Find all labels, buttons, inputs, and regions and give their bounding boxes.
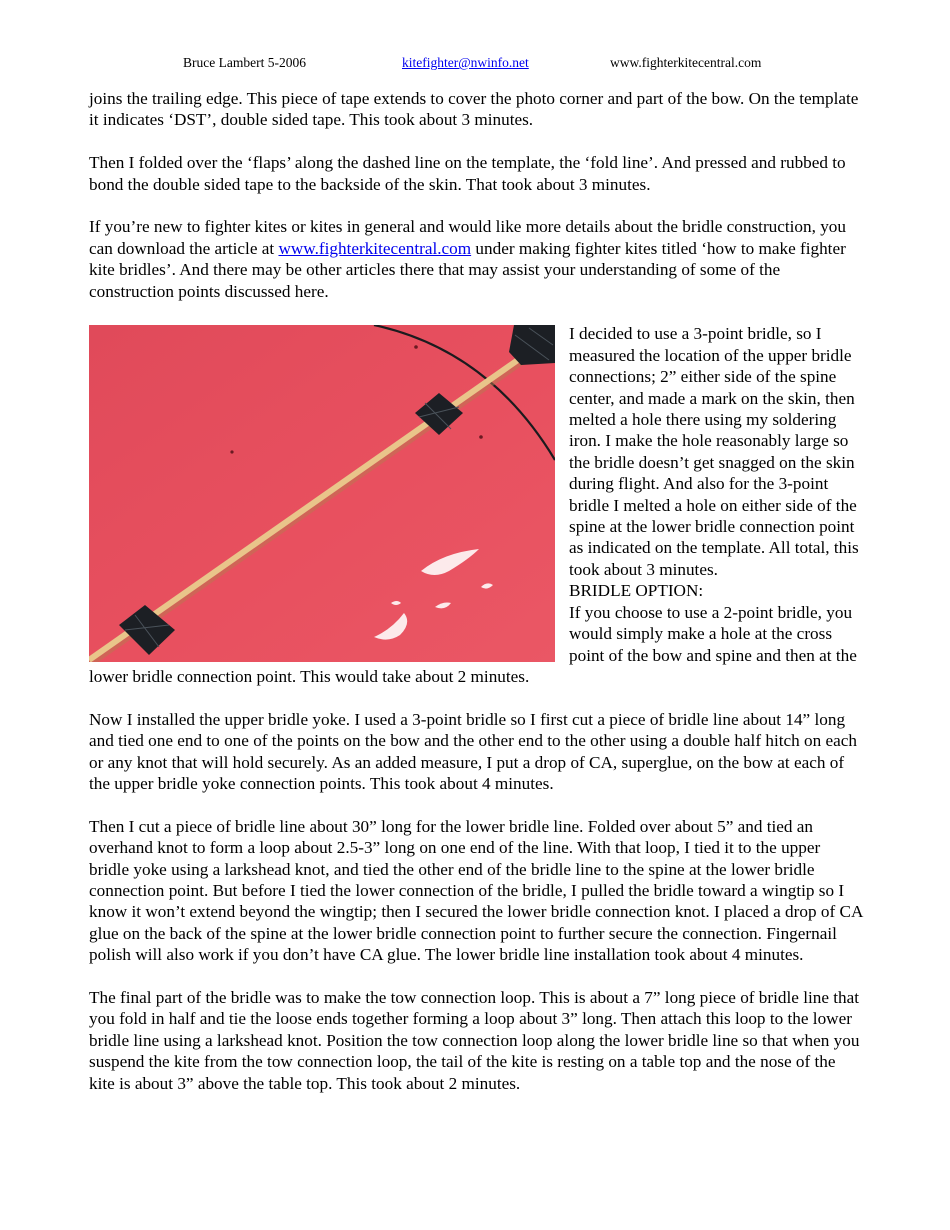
header-author: Bruce Lambert 5-2006 — [183, 55, 306, 70]
paragraph-tape: joins the trailing edge. This piece of tape extends to cover the photo corner and part of the bow. On the template it indicates ‘DST’, double sided tape. This took about 3 minutes. — [89, 89, 859, 130]
header-email-link[interactable]: kitefighter@nwinfo.net — [402, 55, 529, 70]
bridle-option-text: If you choose to use a 2-point bridle, you would simply make a hole at the cross point of the bow and spine and then at the lower bridle connection point. This would take about 2 minutes. — [89, 602, 857, 686]
header-website: www.fighterkitecentral.com — [610, 55, 762, 70]
paragraph-lower-bridle: Then I cut a piece of bridle line about 30” long for the lower bridle line. Folded over about 5” and tied an overhand knot to form a loop about 2.5-3” long on one end of the line. With that loop, I tied it to the upper bridle yoke using a larkshead knot, and tied the other end of the bridle line to the spine at the lower bridle connection point. But before I tied the lower connection of the bridle, I pulled the bridle toward a wingtip so I know it won’t extend beyond the wingtip; then I secured the lower bridle connection knot. I placed a drop of CA glue on the back of the spine at the lower bridle connection point to further secure the connection. Fingernail polish will also work if you don’t have CA glue. The lower bridle line installation took about 4 minutes. — [89, 816, 863, 965]
paragraph-text: If you’re new to fighter kites or kites in general and would like more details about the bridle construction, you can download the article at — [89, 217, 846, 258]
website-link[interactable]: www.fighterkitecentral.com — [278, 238, 472, 258]
paragraph-upper-yoke: Now I installed the upper bridle yoke. I used a 3-point bridle so I first cut a piece of bridle line about 14” long and tied one end to one of the points on the bow and the other end to the other using a double half hitch on each or any knot that will hold securely. As an added measure, I put a drop of CA, superglue, on the bow at each of the upper bridle yoke connection points. This took about 4 minutes. — [89, 709, 857, 793]
paragraph-bridle-holes — [89, 323, 863, 687]
paragraph-tow-loop: The final part of the bridle was to make the tow connection loop. This is about a 7” long piece of bridle line that you fold in half and tie the loose ends together forming a loop about 3” long. Then attach this loop to the lower bridle line using a larkshead knot. Position the tow connection loop along the lower bridle line so that when you suspend the kite from the tow connection loop, the tail of the kite is resting on a table top and the nose of the kite is about 3” above the table top. This took about 2 minutes. — [89, 987, 860, 1093]
bridle-option-heading: BRIDLE OPTION: — [569, 581, 704, 601]
page-header — [0, 55, 950, 73]
photo-tape-top — [509, 325, 555, 365]
kite-photo — [89, 325, 555, 662]
paragraph-text: under making fighter kites titled ‘how to make fighter kite bridles’. And there may be other articles there that may assist your understanding of some of the construction points discussed here. — [89, 238, 846, 301]
paragraph-fold: Then I folded over the ‘flaps’ along the dashed line on the template, the ‘fold line’. And pressed and rubbed to bond the double sided tape to the backside of the skin. That took about 3 minutes. — [89, 153, 846, 194]
paragraph-article-reference — [89, 216, 863, 302]
paragraph-text: I decided to use a 3-point bridle, so I measured the location of the upper bridle connections; 2” either side of the spine center, and made a mark on the skin, then melted a hole there using my soldering iron. I make the hole reasonably large so the bridle doesn’t get snagged on the skin during flight. And also for the 3-point bridle I melted a hole on either side of the spine at the lower bridle connection point as indicated on the template. All total, this took about 3 minutes. — [569, 324, 859, 579]
document-body — [89, 88, 863, 1115]
